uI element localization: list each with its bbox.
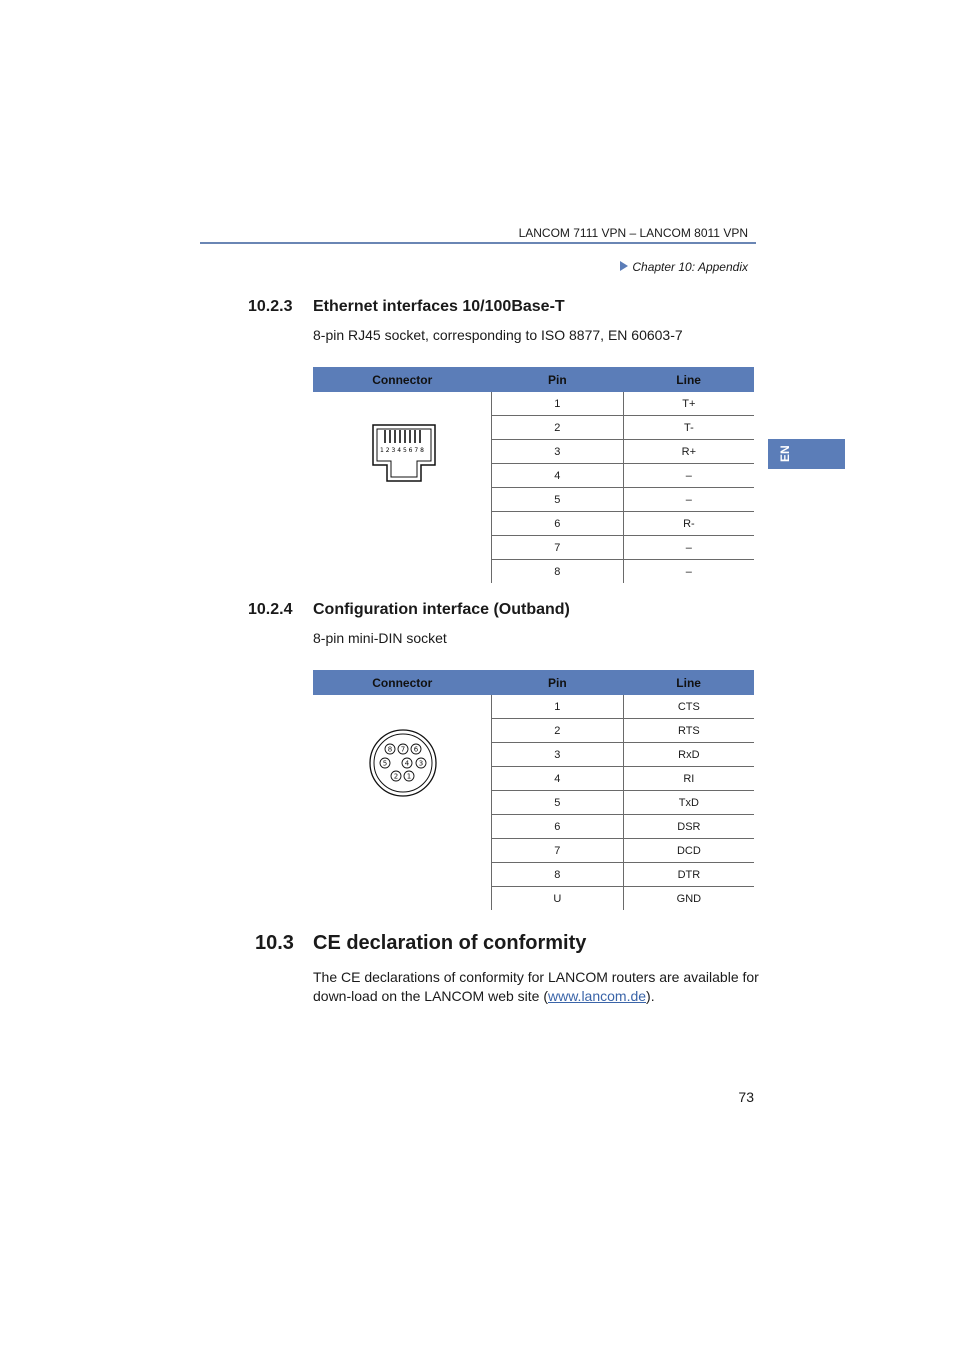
- line-cell: GND: [623, 887, 754, 911]
- line-cell: DSR: [623, 815, 754, 839]
- lancom-website-link[interactable]: www.lancom.de: [548, 988, 647, 1004]
- section-title: Ethernet interfaces 10/100Base-T: [313, 298, 565, 315]
- header-rule: [200, 242, 756, 244]
- line-cell: –: [623, 464, 754, 488]
- din-pin-label: 8: [387, 745, 393, 754]
- table-header-row: [313, 367, 754, 392]
- table-row: [313, 695, 754, 719]
- connector-cell: [313, 695, 492, 910]
- line-cell: R-: [623, 512, 754, 536]
- section-title: Configuration interface (Outband): [313, 601, 570, 618]
- din-pin-label: 5: [382, 759, 388, 768]
- din-pin-label: 3: [418, 759, 424, 768]
- config-pin-table: [313, 670, 754, 910]
- page-number: 73: [738, 1089, 754, 1105]
- line-cell: TxD: [623, 791, 754, 815]
- language-tab-label: EN: [778, 445, 792, 462]
- pin-cell: 8: [492, 560, 624, 584]
- table-row: [313, 392, 754, 416]
- config-description: 8-pin mini-DIN socket: [313, 630, 447, 646]
- ce-text-end: ).: [646, 988, 655, 1004]
- line-cell: –: [623, 536, 754, 560]
- section-heading-config: [248, 601, 748, 623]
- pin-cell: U: [492, 887, 624, 911]
- section-title: CE declaration of conformity: [313, 932, 587, 954]
- column-header-pin: Pin: [492, 670, 624, 695]
- line-cell: T+: [623, 392, 754, 416]
- din-pin-label: 6: [413, 745, 419, 754]
- chapter-reference-text: Chapter 10: Appendix: [632, 260, 748, 274]
- pin-cell: 6: [492, 815, 624, 839]
- rj45-socket-icon: [313, 392, 491, 582]
- din-pin-label: 1: [406, 772, 412, 781]
- section-heading-ethernet: [248, 298, 748, 320]
- line-cell: DTR: [623, 863, 754, 887]
- din-pin-label: 4: [404, 759, 410, 768]
- pin-cell: 8: [492, 863, 624, 887]
- connector-cell: [313, 392, 492, 583]
- din-pin-label: 2: [393, 772, 399, 781]
- pin-cell: 1: [492, 392, 624, 416]
- triangle-arrow-icon: [620, 261, 628, 271]
- section-number: 10.2.3: [248, 298, 293, 315]
- line-cell: RxD: [623, 743, 754, 767]
- pin-cell: 7: [492, 536, 624, 560]
- ethernet-pin-table: [313, 367, 754, 583]
- line-cell: –: [623, 488, 754, 512]
- pin-cell: 2: [492, 416, 624, 440]
- chapter-reference[interactable]: [200, 260, 748, 274]
- running-header: LANCOM 7111 VPN – LANCOM 8011 VPN: [518, 226, 748, 240]
- ce-text: The CE declarations of conformity for LANCOM routers are available for down-load on the LANCOM web site (: [313, 969, 759, 1004]
- column-header-connector: Connector: [313, 367, 492, 392]
- pin-cell: 3: [492, 440, 624, 464]
- pin-cell: 1: [492, 695, 624, 719]
- rj45-pin-numbers: 1 2 3 4 5 6 7 8: [380, 447, 424, 454]
- line-cell: CTS: [623, 695, 754, 719]
- pin-cell: 4: [492, 464, 624, 488]
- pin-cell: 5: [492, 488, 624, 512]
- column-header-line: Line: [623, 670, 754, 695]
- pin-cell: 7: [492, 839, 624, 863]
- column-header-connector: Connector: [313, 670, 492, 695]
- pin-cell: 5: [492, 791, 624, 815]
- section-number: 10.3: [255, 932, 294, 954]
- line-cell: T-: [623, 416, 754, 440]
- line-cell: R+: [623, 440, 754, 464]
- language-tab: [768, 439, 845, 469]
- pin-cell: 2: [492, 719, 624, 743]
- din-pin-label: 7: [400, 745, 406, 754]
- ethernet-description: 8-pin RJ45 socket, corresponding to ISO 8877, EN 60603-7: [313, 327, 683, 343]
- ce-paragraph: [313, 968, 763, 1006]
- line-cell: DCD: [623, 839, 754, 863]
- pin-cell: 4: [492, 767, 624, 791]
- section-heading-ce: [255, 932, 755, 958]
- pin-cell: 3: [492, 743, 624, 767]
- line-cell: –: [623, 560, 754, 584]
- mini-din-socket-icon: [313, 695, 491, 910]
- line-cell: RI: [623, 767, 754, 791]
- column-header-line: Line: [623, 367, 754, 392]
- table-header-row: [313, 670, 754, 695]
- column-header-pin: Pin: [492, 367, 624, 392]
- line-cell: RTS: [623, 719, 754, 743]
- pin-cell: 6: [492, 512, 624, 536]
- section-number: 10.2.4: [248, 601, 293, 618]
